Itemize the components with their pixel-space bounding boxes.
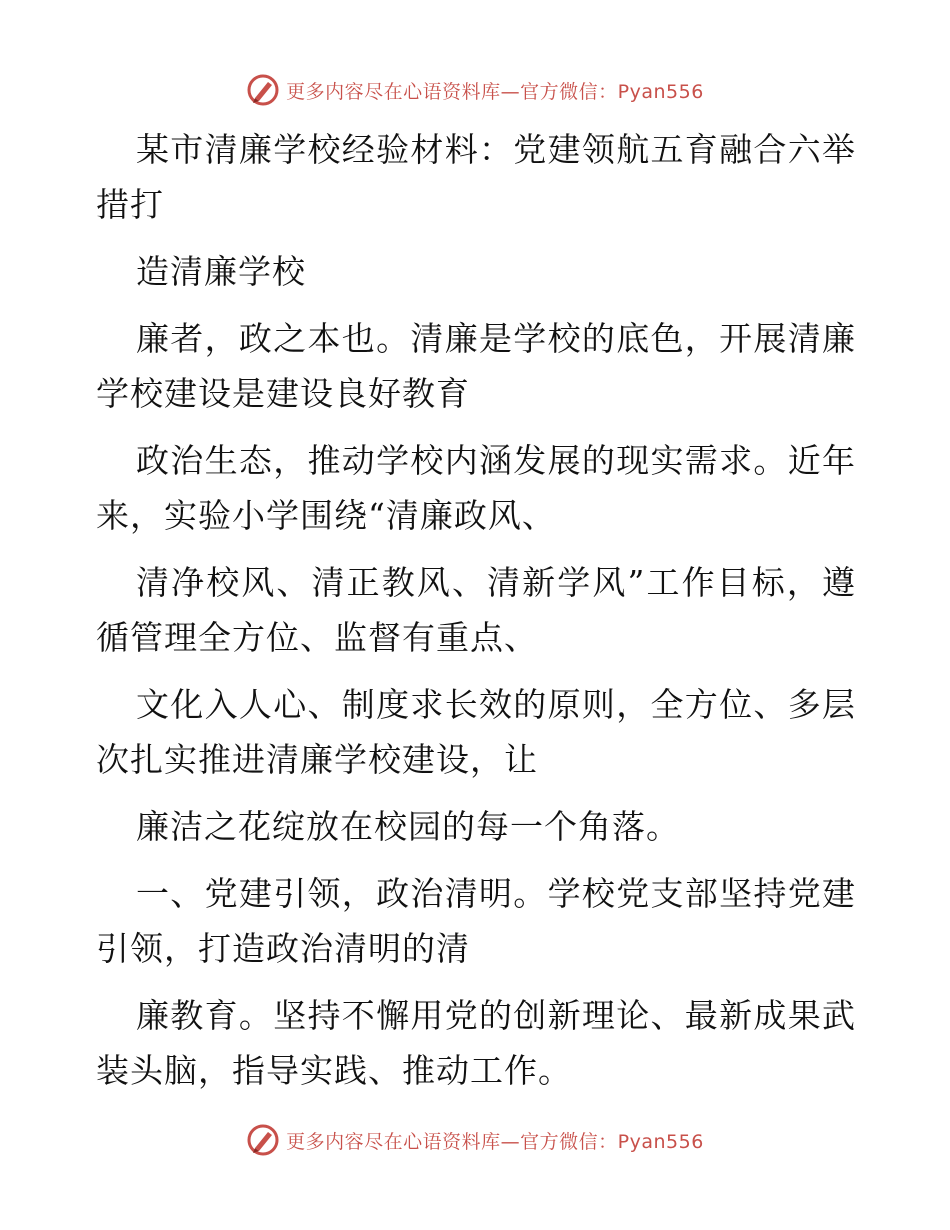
footer-watermark bbox=[0, 1120, 950, 1160]
paragraph: 廉者，政之本也。清廉是学校的底色，开展清廉学校建设是建设良好教育 bbox=[96, 319, 856, 413]
paragraph-title-2: 造清廉学校 bbox=[136, 252, 306, 291]
pen-circle-logo-icon bbox=[246, 73, 280, 107]
pen-circle-logo-icon bbox=[246, 1123, 280, 1157]
paragraph: 文化入人心、制度求长效的原则，全方位、多层次扎实推进清廉学校建设，让 bbox=[96, 685, 856, 779]
paragraph: 政治生态，推动学校内涵发展的现实需求。近年来，实验小学围绕“清廉政风、 bbox=[96, 441, 856, 535]
watermark-text: 更多内容尽在心语资料库—官方微信：Pyan556 bbox=[286, 1130, 704, 1153]
paragraph: 一、党建引领，政治清明。学校党支部坚持党建引领，打造政治清明的清 bbox=[96, 874, 856, 968]
watermark-text: 更多内容尽在心语资料库—官方微信：Pyan556 bbox=[286, 80, 704, 103]
paragraph: 廉洁之花绽放在校园的每一个角落。 bbox=[136, 807, 680, 846]
header-watermark bbox=[0, 70, 950, 110]
document-body bbox=[96, 122, 856, 1110]
paragraph: 清净校风、清正教风、清新学风”工作目标，遵循管理全方位、监督有重点、 bbox=[96, 563, 856, 657]
paragraph: 廉教育。坚持不懈用党的创新理论、最新成果武装头脑，指导实践、推动工作。 bbox=[96, 996, 856, 1090]
paragraph-title-1: 某市清廉学校经验材料：党建领航五育融合六举措打 bbox=[96, 130, 856, 224]
